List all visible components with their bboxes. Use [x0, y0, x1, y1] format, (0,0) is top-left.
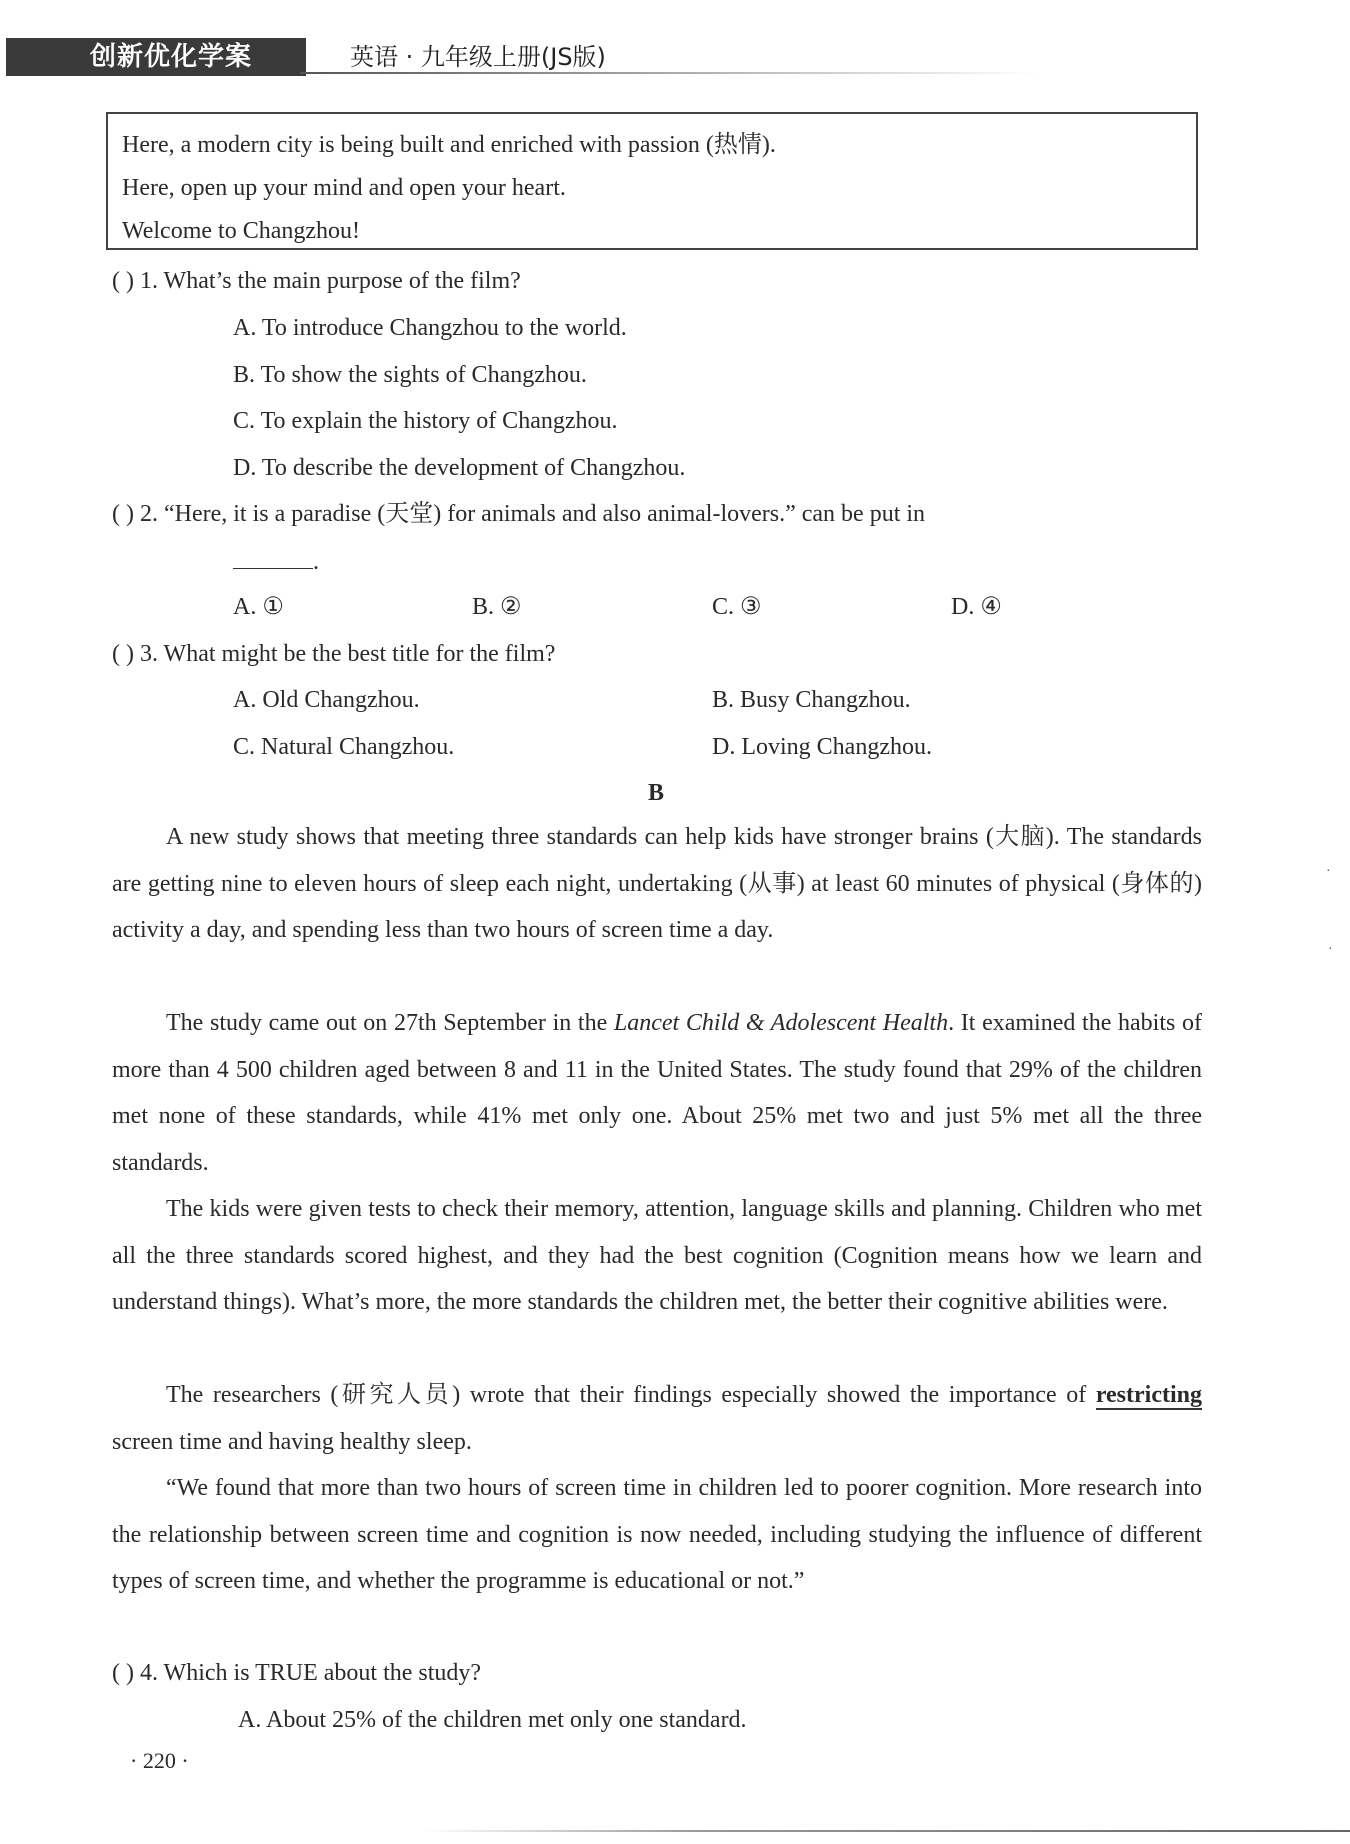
section-b-heading: B [647, 780, 664, 806]
question-3-option-c[interactable]: C. Natural Changzhou. [233, 734, 455, 760]
question-3-stem: ( ) 3. What might be the best title for the film? [112, 641, 556, 667]
scan-speck: · [1326, 864, 1331, 879]
page-header [0, 38, 1350, 78]
question-2-option-b[interactable]: B. ② [472, 594, 522, 620]
p2-text-after: . It examined the habits of more than 4 500 children aged between 8 and 11 in the United States. The study found that 29% of the children met none of these standards, while 41% met only one. About 25% met two and just 5% met all the three standards. [112, 1010, 1203, 1176]
question-2-blank[interactable] [233, 546, 319, 577]
page-number: · 220 · [130, 1748, 189, 1773]
footer-divider [420, 1830, 1350, 1832]
p4-text-after: screen time and having healthy sleep. [112, 1428, 472, 1455]
brand-logo: 创新优化学案 [6, 38, 306, 76]
question-2-option-a[interactable]: A. ① [233, 594, 284, 620]
question-1-option-a[interactable]: A. To introduce Changzhou to the world. [233, 315, 627, 341]
box-line-2: Here, open up your mind and open your heart. [122, 175, 566, 201]
question-4-stem: ( ) 4. Which is TRUE about the study? [112, 1660, 482, 1686]
passage-a-ending-box [106, 112, 1198, 250]
answer-blank[interactable] [233, 546, 313, 569]
passage-b-paragraph-2 [112, 1000, 1202, 1186]
question-1-option-b[interactable]: B. To show the sights of Changzhou. [233, 362, 587, 388]
scan-speck: · [1328, 942, 1333, 957]
header-divider [300, 72, 1040, 74]
blank-period: . [313, 549, 319, 575]
passage-b-paragraph-4 [112, 1372, 1202, 1465]
question-1-option-d[interactable]: D. To describe the development of Changzhou. [233, 455, 686, 481]
book-title: 英语 · 九年级上册(JS版) [350, 43, 606, 71]
underlined-word: restricting [1095, 1382, 1202, 1408]
question-1-stem: ( ) 1. What’s the main purpose of the film? [112, 268, 521, 294]
question-3-option-a[interactable]: A. Old Changzhou. [233, 687, 420, 713]
box-line-1: Here, a modern city is being built and enriched with passion (热情). [122, 132, 776, 158]
passage-b-paragraph-3: The kids were given tests to check their memory, attention, language skills and planning. Children who met all the three standards scored highest, and they had the best cognition (Cognition means how we learn and understand things). What’s more, the more standards the children met, the better their cognitive abilities were. [112, 1196, 1202, 1315]
passage-b-paragraph-5: “We found that more than two hours of screen time in children led to poorer cognition. More research into the relationship between screen time and cognition is now needed, including studying the influence of different types of screen time, and whether the programme is educational or not.” [112, 1475, 1202, 1594]
question-2-option-d[interactable]: D. ④ [951, 594, 1002, 620]
box-line-3: Welcome to Changzhou! [122, 218, 360, 244]
p4-text-before: The researchers (研究人员) wrote that their findings especially showed the importance of [166, 1382, 1096, 1408]
question-2-stem: ( ) 2. “Here, it is a paradise (天堂) for animals and also animal-lovers.” can be put in [112, 501, 926, 527]
p2-text-before: The study came out on 27th September in the [166, 1010, 614, 1036]
question-1-option-c[interactable]: C. To explain the history of Changzhou. [233, 408, 618, 434]
question-3-option-d[interactable]: D. Loving Changzhou. [712, 734, 932, 760]
question-3-option-b[interactable]: B. Busy Changzhou. [712, 687, 911, 713]
passage-b-paragraph-1: A new study shows that meeting three standards can help kids have stronger brains (大脑). The standards are getting nine to eleven hours of sleep each night, undertaking (从事) at least 60 minutes of physical (身体的) activity a day, and spending less than two hours of screen time a day. [112, 824, 1202, 943]
question-2-option-c[interactable]: C. ③ [712, 594, 762, 620]
journal-name: Lancet Child & Adolescent Health [613, 1010, 949, 1036]
question-4-option-a[interactable]: A. About 25% of the children met only one standard. [238, 1707, 747, 1733]
